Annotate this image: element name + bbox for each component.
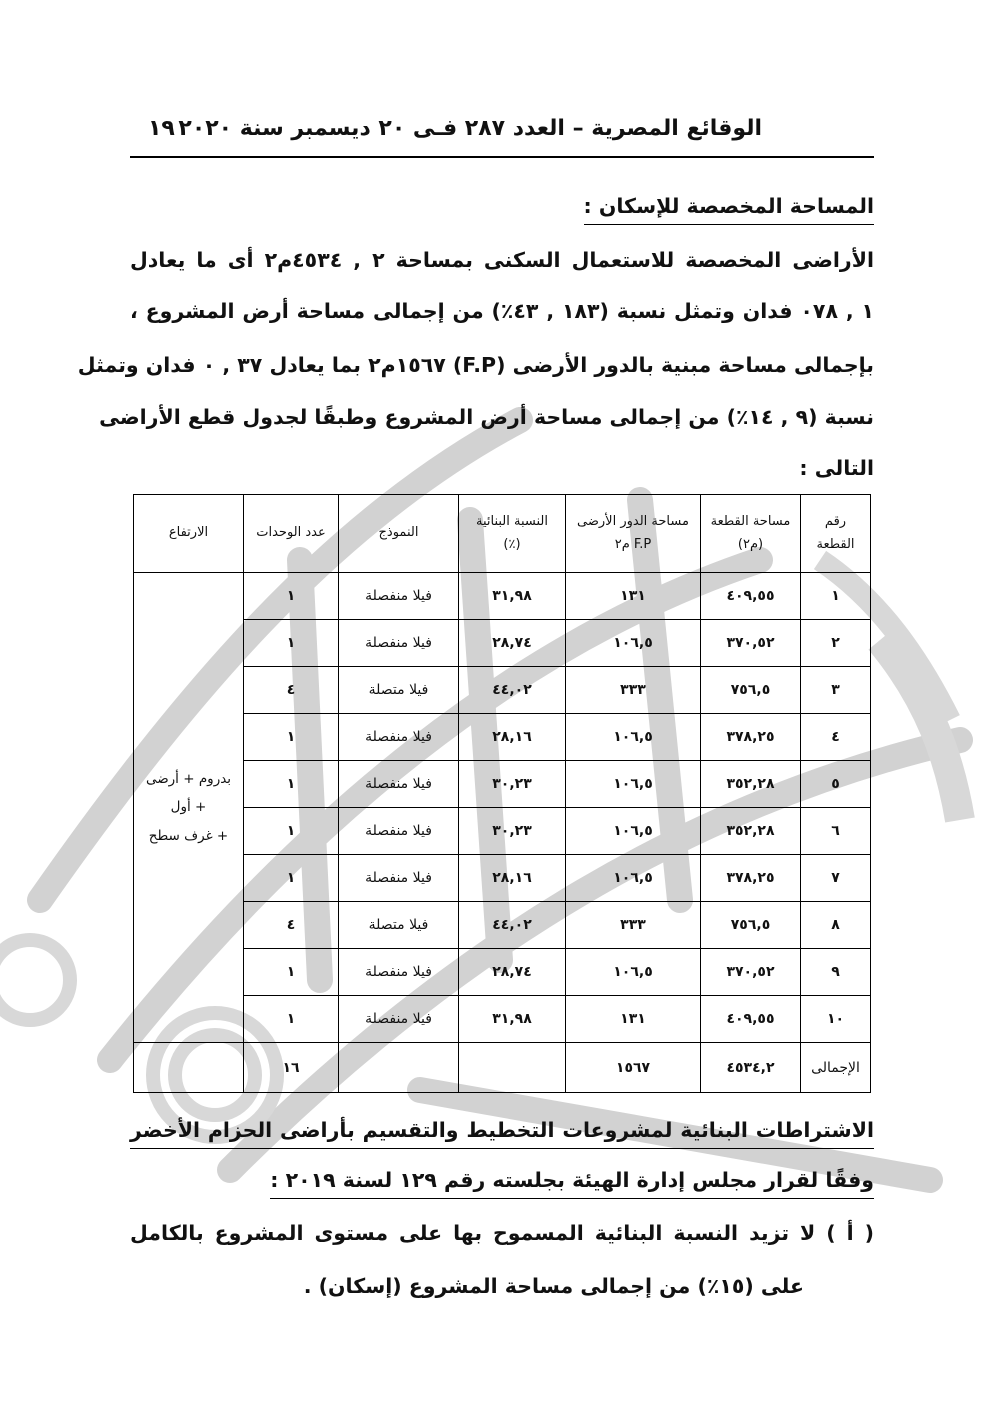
header-model: النموذج bbox=[339, 495, 459, 573]
header-plot-no-line-2: القطعة bbox=[816, 536, 855, 552]
cell-coverage: ٣٠,٢٣ bbox=[459, 808, 566, 855]
header-plot-area-line-2: (م٢) bbox=[737, 536, 764, 552]
cell-coverage: ٢٨,٧٤ bbox=[459, 949, 566, 996]
cell-units: ١ bbox=[244, 808, 339, 855]
cell-ground-area: ١٣١ bbox=[566, 573, 701, 620]
cell-plot-no: ٤ bbox=[801, 714, 871, 761]
total-coverage-empty bbox=[459, 1043, 566, 1093]
cell-plot-area: ٣٧٠,٥٢ bbox=[701, 949, 801, 996]
header-coverage bbox=[459, 495, 566, 573]
height-line: + غرف سطح bbox=[148, 827, 229, 844]
height-line: بدروم + أرضى bbox=[145, 770, 232, 787]
table-row bbox=[134, 949, 871, 996]
header-plot-area-line-1: مساحة القطعة bbox=[710, 514, 791, 530]
paragraph-line-4: نسبة (٩ , ١٤٪) من إجمالى مساحة أرض المشروع وطبقًا لجدول قطع الأراضى bbox=[99, 405, 874, 429]
cell-ground-area: ١٠٦,٥ bbox=[566, 855, 701, 902]
cell-plot-no: ٨ bbox=[801, 902, 871, 949]
cell-model: فيلا منفصلة bbox=[339, 761, 459, 808]
section-heading-text: المساحة المخصصة للإسكان : bbox=[584, 194, 874, 225]
paragraph-line-2: ١ , ٠٧٨ فدان وتمثل نسبة (١٨٣ , ٤٣٪) من إجمالى مساحة أرض المشروع ، bbox=[130, 299, 875, 323]
header-plot-no-line-1: رقم bbox=[824, 514, 847, 530]
gazette-issue-title: الوقائع المصرية – العدد ٢٨٧ فـى ٢٠ ديسمبر سنة ٢٠٢٠ bbox=[178, 116, 762, 141]
page-number: ١٩ bbox=[148, 116, 175, 141]
cell-units: ١ bbox=[244, 573, 339, 620]
header-units: عدد الوحدات bbox=[244, 495, 339, 573]
cell-model: فيلا منفصلة bbox=[339, 620, 459, 667]
cell-units: ٤ bbox=[244, 667, 339, 714]
cell-model: فيلا منفصلة bbox=[339, 808, 459, 855]
item-a-line-1: ( أ ) لا تزيد النسبة البنائية المسموح بها على مستوى المشروع بالكامل bbox=[130, 1221, 874, 1245]
cell-model: فيلا متصلة bbox=[339, 902, 459, 949]
conditions-heading-line-1-text: الاشتراطات البنائية لمشروعات التخطيط والتقسيم بأراضى الحزام الأخضر bbox=[130, 1118, 874, 1149]
cell-plot-no: ٢ bbox=[801, 620, 871, 667]
paragraph-line-5: التالى : bbox=[799, 456, 874, 480]
conditions-heading-line-1 bbox=[130, 1120, 874, 1141]
table-row bbox=[134, 667, 871, 714]
cell-model: فيلا منفصلة bbox=[339, 949, 459, 996]
total-plot-area: ٤٥٣٤,٢ bbox=[701, 1043, 801, 1093]
cell-plot-area: ٣٧٨,٢٥ bbox=[701, 855, 801, 902]
cell-coverage: ٢٨,١٦ bbox=[459, 855, 566, 902]
cell-ground-area: ١٠٦,٥ bbox=[566, 714, 701, 761]
cell-coverage: ٤٤,٠٢ bbox=[459, 902, 566, 949]
header-ground-area bbox=[566, 495, 701, 573]
table-row bbox=[134, 902, 871, 949]
cell-height bbox=[134, 573, 244, 1043]
item-a-line-2: على (١٥٪) من إجمالى مساحة المشروع (إسكان) . bbox=[303, 1274, 804, 1298]
cell-coverage: ٤٤,٠٢ bbox=[459, 667, 566, 714]
table-body bbox=[134, 573, 871, 1093]
cell-coverage: ٣٠,٢٣ bbox=[459, 761, 566, 808]
plots-table bbox=[133, 494, 871, 1093]
cell-coverage: ٣١,٩٨ bbox=[459, 996, 566, 1043]
table-row bbox=[134, 620, 871, 667]
cell-ground-area: ٣٣٣ bbox=[566, 902, 701, 949]
table-header-row bbox=[134, 495, 871, 573]
table-row bbox=[134, 714, 871, 761]
total-height-empty bbox=[134, 1043, 244, 1093]
cell-units: ١ bbox=[244, 949, 339, 996]
header-ground-area-line-1: مساحة الدور الأرضى bbox=[577, 514, 689, 530]
cell-units: ١ bbox=[244, 996, 339, 1043]
cell-ground-area: ١٠٦,٥ bbox=[566, 761, 701, 808]
cell-coverage: ٣١,٩٨ bbox=[459, 573, 566, 620]
table-row bbox=[134, 761, 871, 808]
cell-ground-area: ١٠٦,٥ bbox=[566, 620, 701, 667]
header-divider bbox=[130, 156, 874, 158]
cell-plot-no: ٣ bbox=[801, 667, 871, 714]
cell-coverage: ٢٨,١٦ bbox=[459, 714, 566, 761]
cell-plot-area: ٣٥٢,٢٨ bbox=[701, 761, 801, 808]
cell-plot-no: ٥ bbox=[801, 761, 871, 808]
paragraph-line-1: الأراضى المخصصة للاستعمال السكنى بمساحة ٢ , ٤٥٣٤م٢ أى ما يعادل bbox=[130, 248, 875, 272]
paragraph-line-3: بإجمالى مساحة مبنية بالدور الأرضى (F.P) ١٥٦٧م٢ بما يعادل ٣٧ , ٠ فدان وتمثل bbox=[77, 353, 874, 377]
cell-units: ١ bbox=[244, 855, 339, 902]
cell-plot-area: ٧٥٦,٥ bbox=[701, 667, 801, 714]
cell-units: ١ bbox=[244, 620, 339, 667]
header-coverage-line-1: النسبة البنائية bbox=[475, 514, 548, 530]
cell-plot-no: ١ bbox=[801, 573, 871, 620]
cell-plot-area: ٤٠٩,٥٥ bbox=[701, 573, 801, 620]
cell-ground-area: ٣٣٣ bbox=[566, 667, 701, 714]
header-plot-no bbox=[801, 495, 871, 573]
table-row bbox=[134, 996, 871, 1043]
height-line: + أول bbox=[170, 799, 207, 816]
total-units: ١٦ bbox=[244, 1043, 339, 1093]
cell-ground-area: ١٠٦,٥ bbox=[566, 949, 701, 996]
header-ground-area-line-2: F.P م٢ bbox=[614, 536, 652, 552]
cell-model: فيلا منفصلة bbox=[339, 855, 459, 902]
page-header bbox=[130, 112, 874, 156]
cell-plot-no: ٧ bbox=[801, 855, 871, 902]
cell-model: فيلا منفصلة bbox=[339, 714, 459, 761]
cell-ground-area: ١٠٦,٥ bbox=[566, 808, 701, 855]
section-heading bbox=[584, 196, 874, 217]
table-total-row bbox=[134, 1043, 871, 1093]
cell-plot-no: ٩ bbox=[801, 949, 871, 996]
cell-plot-area: ٣٧٨,٢٥ bbox=[701, 714, 801, 761]
cell-model: فيلا متصلة bbox=[339, 667, 459, 714]
conditions-heading-line-2 bbox=[270, 1170, 874, 1191]
total-model-empty bbox=[339, 1043, 459, 1093]
cell-model: فيلا منفصلة bbox=[339, 573, 459, 620]
cell-ground-area: ١٣١ bbox=[566, 996, 701, 1043]
header-plot-area bbox=[701, 495, 801, 573]
table-row bbox=[134, 573, 871, 620]
cell-plot-area: ٣٧٠,٥٢ bbox=[701, 620, 801, 667]
conditions-heading-line-2-text: وفقًا لقرار مجلس إدارة الهيئة بجلسته رقم ١٢٩ لسنة ٢٠١٩ : bbox=[270, 1168, 874, 1199]
total-ground-area: ١٥٦٧ bbox=[566, 1043, 701, 1093]
header-coverage-line-2: (٪) bbox=[503, 536, 521, 552]
cell-plot-area: ٤٠٩,٥٥ bbox=[701, 996, 801, 1043]
cell-plot-no: ١٠ bbox=[801, 996, 871, 1043]
table-row bbox=[134, 855, 871, 902]
header-height: الارتفاع bbox=[134, 495, 244, 573]
cell-units: ٤ bbox=[244, 902, 339, 949]
cell-units: ١ bbox=[244, 761, 339, 808]
cell-units: ١ bbox=[244, 714, 339, 761]
cell-coverage: ٢٨,٧٤ bbox=[459, 620, 566, 667]
cell-plot-area: ٧٥٦,٥ bbox=[701, 902, 801, 949]
cell-model: فيلا منفصلة bbox=[339, 996, 459, 1043]
total-label: الإجمالى bbox=[801, 1043, 871, 1093]
cell-plot-area: ٣٥٢,٢٨ bbox=[701, 808, 801, 855]
table-row bbox=[134, 808, 871, 855]
cell-plot-no: ٦ bbox=[801, 808, 871, 855]
